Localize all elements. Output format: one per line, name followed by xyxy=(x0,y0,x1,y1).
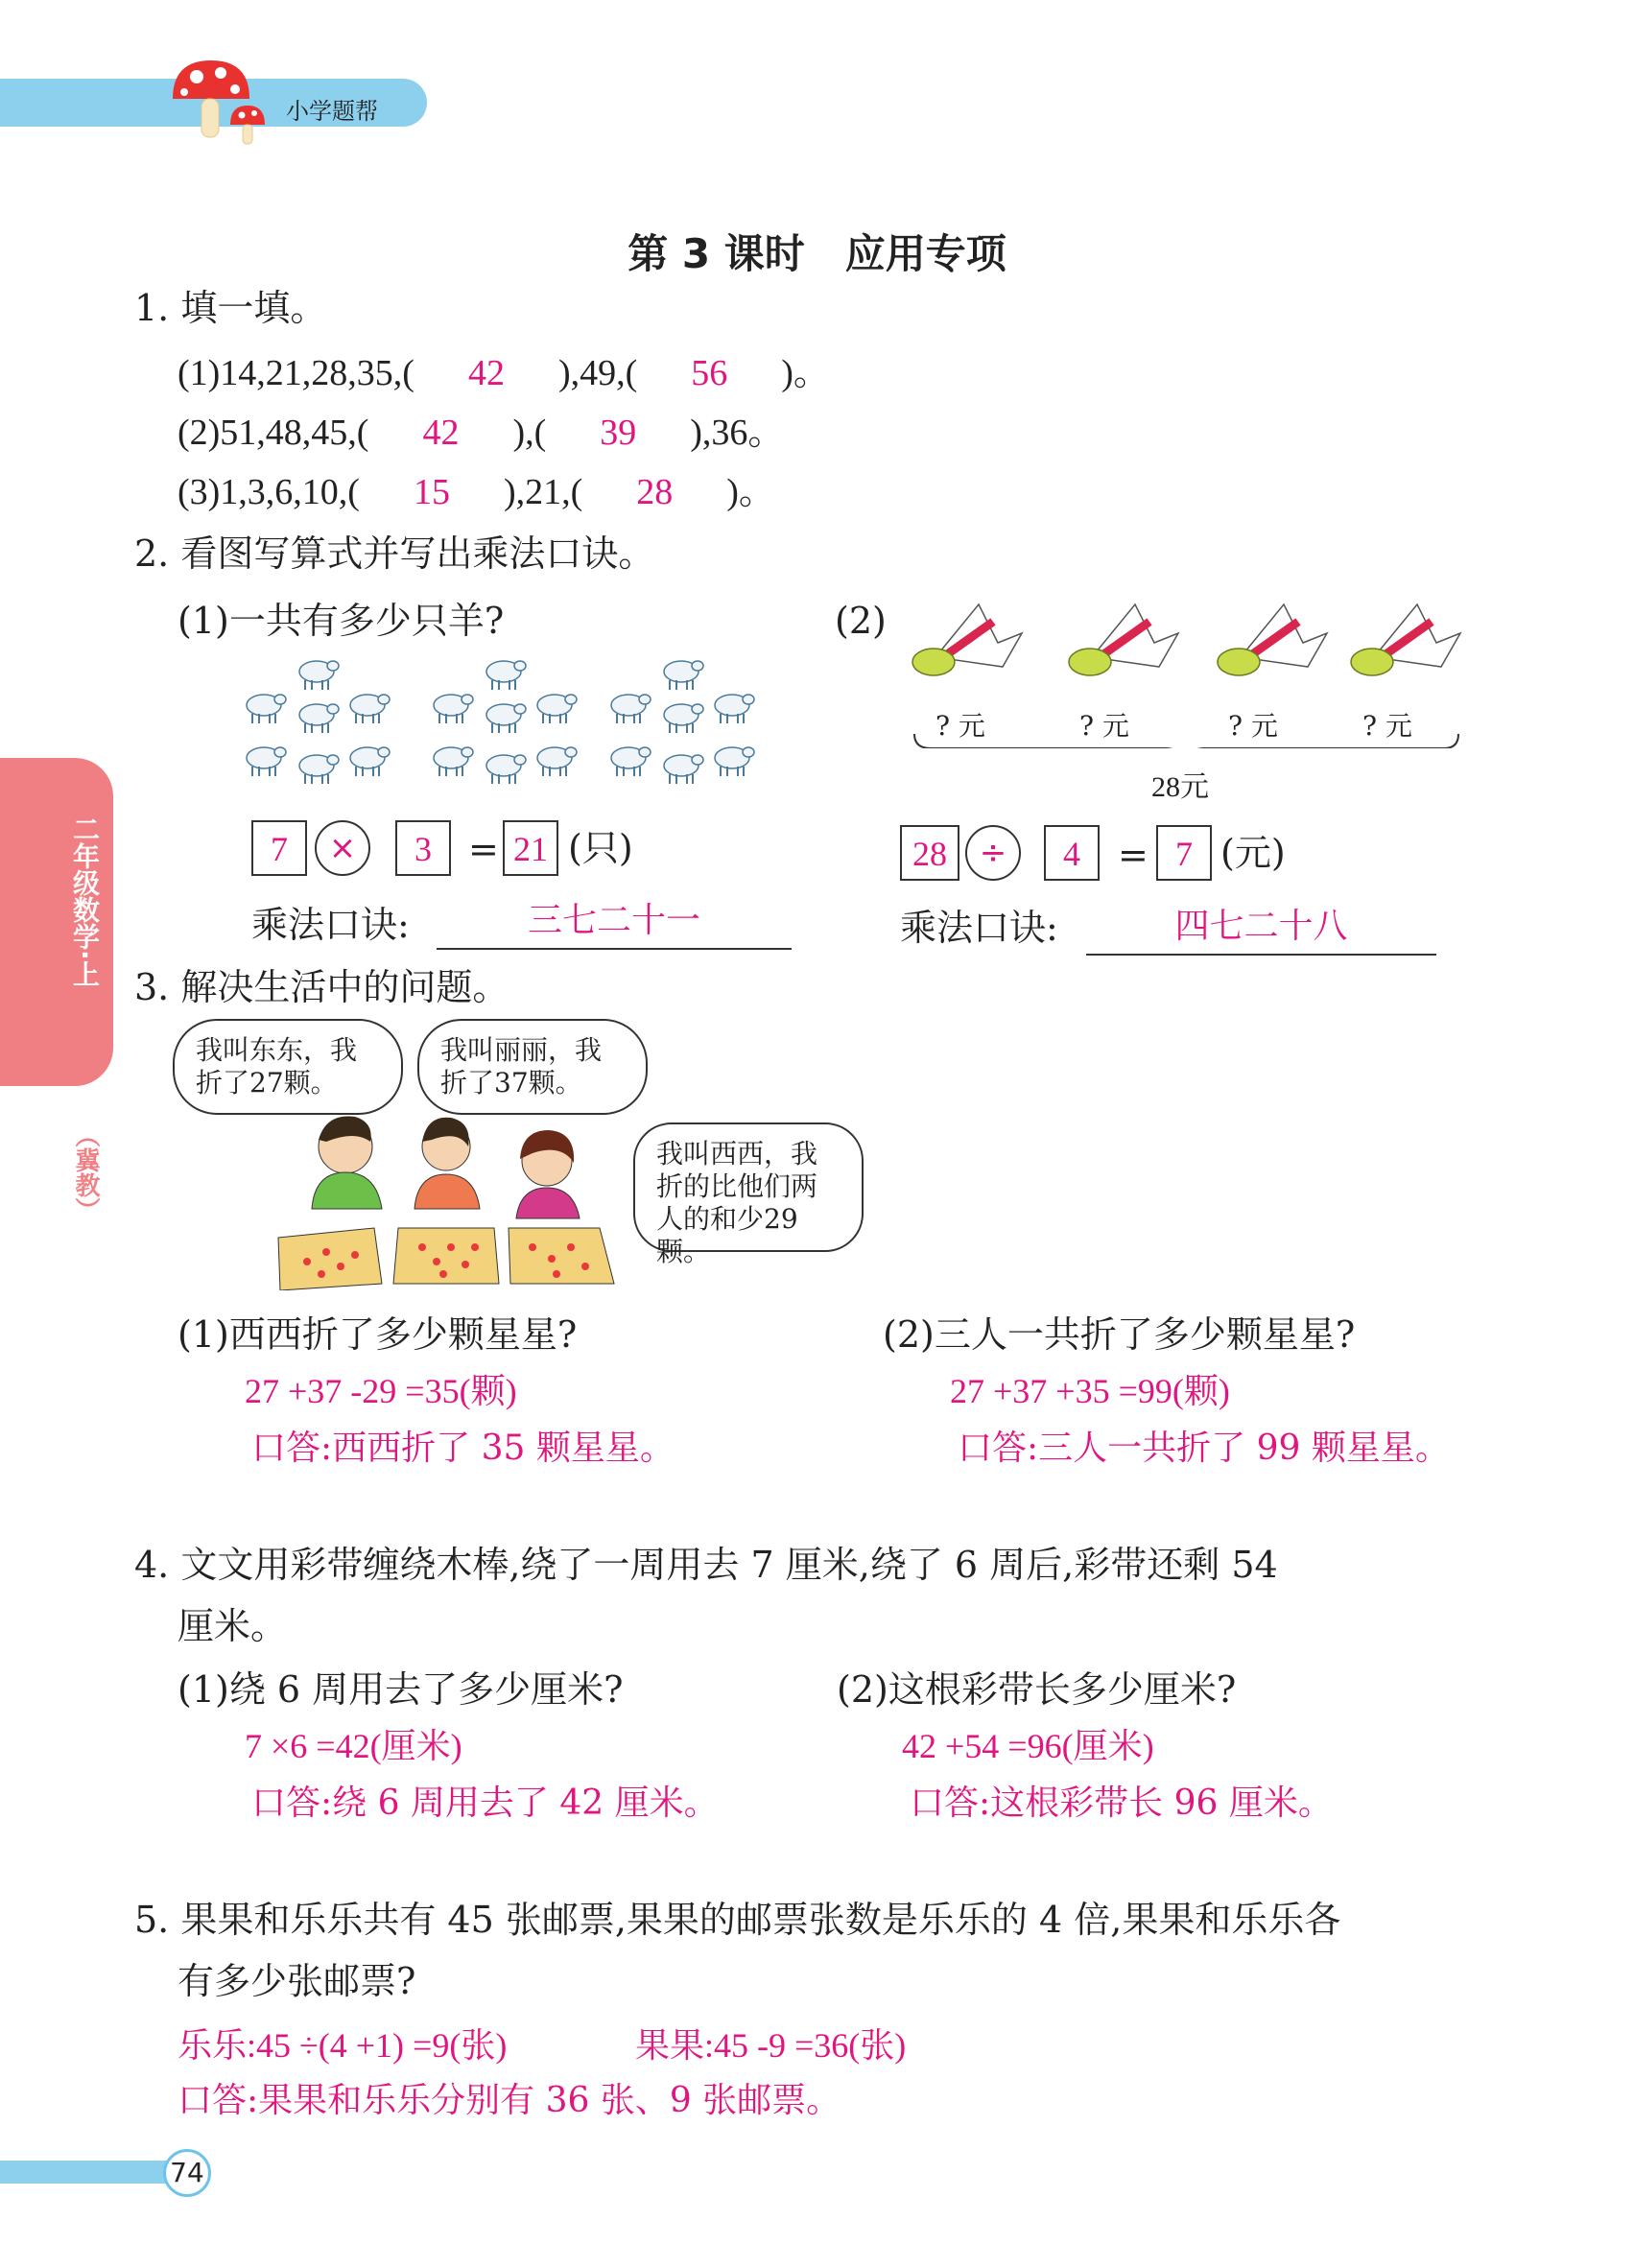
shuttle-price-4: ? 元 xyxy=(1362,710,1412,742)
q3-p2-calc: 27 +37 +35 =99(颗) xyxy=(950,1372,1230,1410)
q3-p1-answer: 口答:西西折了 35 颗星星。 xyxy=(251,1429,675,1468)
q2-p1-box-product: 21 xyxy=(503,820,558,876)
speech-bubble-dongdong: 我叫东东，我折了27颗。 xyxy=(173,1019,403,1115)
lesson-title: 第 3 课时 应用专项 xyxy=(628,230,1006,277)
q4-p2-question: (2)这根彩带长多少厘米? xyxy=(837,1668,1237,1711)
side-tab-edition: （冀教） xyxy=(71,1122,100,1222)
brand-name: 小学题帮 xyxy=(286,98,378,125)
q2-p2-box-dividend: 28 xyxy=(900,825,959,881)
q2-p2-rhyme: 四七二十八 xyxy=(1174,907,1348,946)
q1-p2-answer2: 39 xyxy=(600,413,637,453)
q4-p1-answer: 口答:绕 6 周用去了 42 厘米。 xyxy=(251,1784,719,1823)
q2-p2-box-quotient: 7 xyxy=(1156,825,1212,881)
q1-p2-prefix: (2)51,48,45,( xyxy=(178,413,369,453)
q2-p1-equals: = xyxy=(468,828,499,870)
q2-p1-box-factor1: 7 xyxy=(251,820,307,876)
q4-p1-question: (1)绕 6 周用去了多少厘米? xyxy=(178,1668,624,1711)
q1-title: 1. 填一填。 xyxy=(134,287,327,329)
q2-p1-rhyme-label: 乘法口诀: xyxy=(251,904,410,946)
q1-p3-answer2: 28 xyxy=(636,472,674,512)
q2-p2-box-divisor: 4 xyxy=(1044,825,1100,881)
q5-text-line2: 有多少张邮票? xyxy=(178,1960,416,2002)
side-tab-grade: 二年级数学·上 xyxy=(69,815,101,987)
q2-p2-unit: (元) xyxy=(1220,832,1286,874)
q2-p1-question: (1)一共有多少只羊? xyxy=(178,600,505,642)
children-folding-stars xyxy=(269,1103,633,1290)
q4-p2-answer: 口答:这根彩带长 96 厘米。 xyxy=(910,1784,1333,1823)
q1-p2-mid: ),( xyxy=(512,413,547,453)
q1-p1-prefix: (1)14,21,28,35,( xyxy=(178,353,414,393)
q1-p2 xyxy=(178,414,784,451)
shuttle-price-3: ? 元 xyxy=(1228,710,1278,742)
q2-p1-unit: (只) xyxy=(568,827,633,869)
q2-title: 2. 看图写算式并写出乘法口诀。 xyxy=(134,532,655,575)
q2-p2-equals: = xyxy=(1118,834,1149,876)
q1-p1-answer1: 42 xyxy=(467,353,505,393)
q2-p2-rhyme-label: 乘法口诀: xyxy=(900,907,1058,949)
q1-p2-suffix: ),36。 xyxy=(690,413,785,453)
q1-p3 xyxy=(178,474,775,510)
q4-p1-calc: 7 ×6 =42(厘米) xyxy=(245,1727,462,1765)
speech-bubble-lili: 我叫丽丽，我折了37颗。 xyxy=(417,1019,648,1115)
q5-text-line1: 5. 果果和乐乐共有 45 张邮票,果果的邮票张数是乐乐的 4 倍,果果和乐乐各 xyxy=(134,1899,1341,1941)
page-number-band xyxy=(0,2161,187,2184)
q3-p2-answer: 口答:三人一共折了 99 颗星星。 xyxy=(958,1429,1450,1468)
q5-calc-lele: 乐乐:45 ÷(4 +1) =9(张) xyxy=(178,2026,508,2065)
speech-bubble-xixi: 我叫西西，我折的比他们两人的和少29颗。 xyxy=(633,1122,864,1252)
q1-p2-answer1: 42 xyxy=(422,413,460,453)
q5-answer: 口答:果果和乐乐分别有 36 张、9 张邮票。 xyxy=(178,2081,841,2120)
q1-p3-answer1: 15 xyxy=(413,472,450,512)
mushroom-logo xyxy=(163,56,278,147)
q2-p1-box-factor2: 3 xyxy=(395,820,451,876)
q5-calc-guoguo: 果果:45 -9 =36(张) xyxy=(635,2026,907,2065)
q3-p1-calc: 27 +37 -29 =35(颗) xyxy=(245,1372,517,1410)
sheep-illustration xyxy=(235,652,772,796)
q4-p2-calc: 42 +54 =96(厘米) xyxy=(902,1727,1154,1765)
q2-p2-operator: ÷ xyxy=(965,825,1021,881)
shuttle-total: 28元 xyxy=(1151,771,1209,803)
q2-p1-rhyme: 三七二十一 xyxy=(527,901,700,940)
q1-p3-suffix: )。 xyxy=(726,472,775,512)
q3-p1-question: (1)西西折了多少颗星星? xyxy=(178,1313,578,1356)
shuttle-price-1: ? 元 xyxy=(935,710,985,742)
q2-p1-operator: × xyxy=(315,820,370,876)
q3-p2-question: (2)三人一共折了多少颗星星? xyxy=(883,1313,1356,1356)
page-number: 74 xyxy=(163,2149,211,2197)
q1-p1-mid: ),49,( xyxy=(557,353,638,393)
q2-p2-label: (2) xyxy=(835,600,887,642)
q3-title: 3. 解决生活中的问题。 xyxy=(134,966,509,1008)
q1-p3-prefix: (3)1,3,6,10,( xyxy=(178,472,360,512)
q4-text-line2: 厘米。 xyxy=(178,1605,288,1647)
q1-p1-suffix: )。 xyxy=(781,353,830,393)
q1-p1-answer2: 56 xyxy=(691,353,728,393)
q1-p3-mid: ),21,( xyxy=(503,472,583,512)
shuttle-price-2: ? 元 xyxy=(1079,710,1129,742)
q4-text-line1: 4. 文文用彩带缠绕木棒,绕了一周用去 7 厘米,绕了 6 周后,彩带还剩 54 xyxy=(134,1544,1278,1586)
q1-p1 xyxy=(178,355,830,391)
